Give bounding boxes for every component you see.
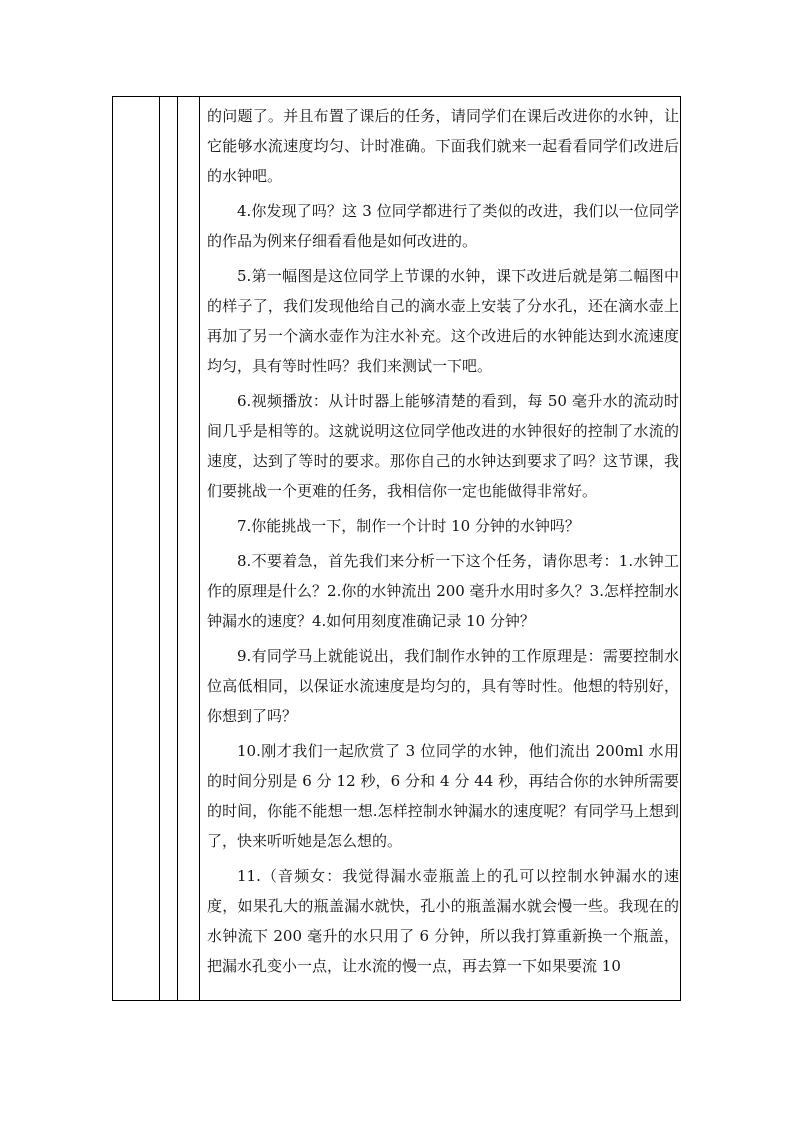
paragraph-step-4: 4.你发现了吗？这 3 位同学都进行了类似的改进，我们以一位同学的作品为例来仔细看看他是如何改进的。 — [207, 202, 679, 250]
lesson-text-cell — [207, 101, 679, 986]
column-divider — [199, 97, 200, 1000]
lesson-table — [112, 96, 681, 1001]
column-divider — [177, 97, 178, 1000]
paragraph-step-9: 9.有同学马上就能说出，我们制作水钟的工作原理是：需要控制水位高低相同，以保证水流速度是均匀的，具有等时性。他想的特别好，你想到了吗？ — [207, 647, 679, 725]
paragraph-step-11: 11.（音频女：我觉得漏水壶瓶盖上的孔可以控制水钟漏水的速度，如果孔大的瓶盖漏水就快，孔小的瓶盖漏水就会慢一些。我现在的水钟流下 200 毫升的水只用了 6 分钟，所以我打算重新换一个瓶盖，把漏水孔变小一点，让水流的慢一点，再去算一下如果要流 10 — [207, 867, 679, 975]
paragraph-step-10: 10.刚才我们一起欣赏了 3 位同学的水钟，他们流出 200ml 水用的时间分别是 6 分 12 秒，6 分和 4 分 44 秒，再结合你的水钟所需要的时间，你能不能想一想.怎样控制水钟漏水的速度呢？有同学马上想到了，快来听听她是怎么想的。 — [207, 742, 679, 850]
column-divider — [159, 97, 160, 1000]
paragraph-step-7: 7.你能挑战一下，制作一个计时 10 分钟的水钟吗？ — [237, 517, 580, 535]
paragraph-step-8: 8.不要着急，首先我们来分析一下这个任务，请你思考：1.水钟工作的原理是什么？2.你的水钟流出 200 毫升水用时多久？3.怎样控制水钟漏水的速度？4.如何用刻度准确记录 10 分钟？ — [207, 552, 679, 630]
paragraph-step-6: 6.视频播放：从计时器上能够清楚的看到，每 50 毫升水的流动时间几乎是相等的。这就说明这位同学他改进的水钟很好的控制了水流的速度，达到了等时的要求。那你自己的水钟达到要求了吗？这节课，我们要挑战一个更难的任务，我相信你一定也能做得非常好。 — [207, 392, 679, 500]
paragraph-step-5: 5.第一幅图是这位同学上节课的水钟，课下改进后就是第二幅图中的样子了，我们发现他给自己的滴水壶上安装了分水孔，还在滴水壶上再加了另一个滴水壶作为注水补充。这个改进后的水钟能达到水流速度均匀，具有等时性吗？我们来测试一下吧。 — [207, 267, 679, 375]
paragraph-continuation: 的问题了。并且布置了课后的任务，请同学们在课后改进你的水钟，让它能够水流速度均匀、计时准确。下面我们就来一起看看同学们改进后的水钟吧。 — [207, 107, 679, 185]
